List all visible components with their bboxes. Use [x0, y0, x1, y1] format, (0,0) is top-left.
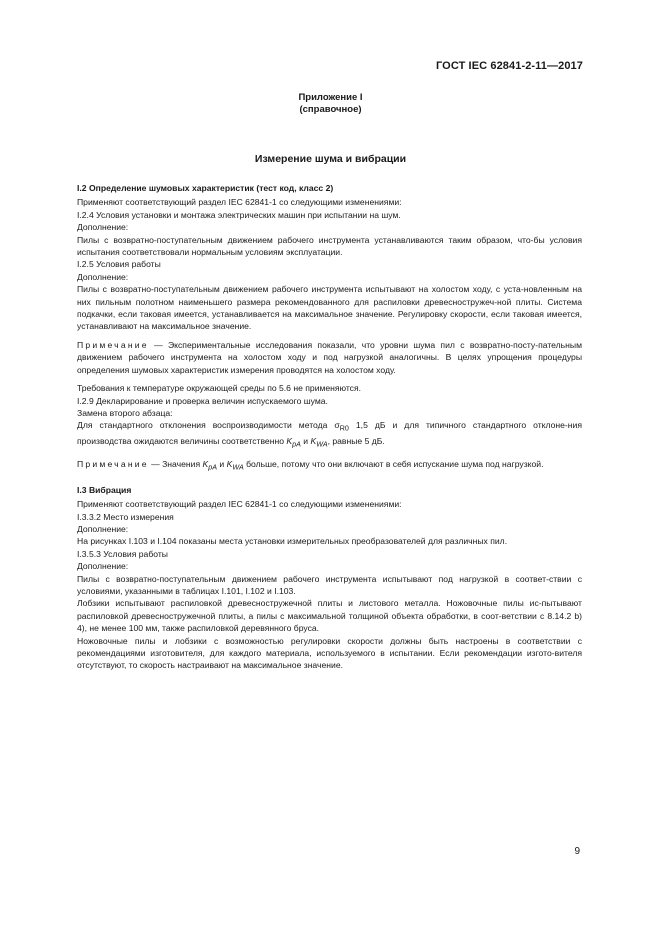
paragraph: Пилы с возвратно-поступательным движением рабочего инструмента испытывают на холостом ходу, с уста-новленным на них пильным полотном наименьшего размера рекомендованного для распиловки древесностружеч-ной плиты. Система подкачки, если таковая имеется, устанавливается на максимальное значение. Регулировку скорости, если таковая имеется, устанавливают на максимальное значение.	[77, 284, 582, 332]
paragraph: На рисунках I.103 и I.104 показаны места установки измерительных преобразователей для различных пил.	[77, 536, 508, 547]
annex-heading	[0, 92, 661, 116]
note-label: Примечание	[77, 458, 149, 469]
paragraph: Дополнение:	[77, 523, 129, 534]
section-heading-i2: I.2 Определение шумовых характеристик (тест код, класс 2)	[77, 183, 334, 193]
paragraph: Замена второго абзаца:	[77, 407, 173, 418]
paragraph: Дополнение:	[77, 222, 129, 233]
note-1: Примечание — Экспериментальные исследования показали, что уровни шума пил с возвратно-посту-пательным движением рабочего инструмента на холостом ходу и под нагрузкой аналогичны. В целях упрощения процедуры определения шумовых характеристик измерения проводятся на холостом ходу.	[77, 339, 582, 375]
note-label: Примечание	[77, 339, 149, 350]
document-code: ГОСТ IEC 62841-2-11—2017	[435, 60, 583, 72]
paragraph: Ножовочные пилы и лобзики с возможностью регулировки скорости должны быть настроены в соответствии с рекомендациями изготовителя, для каждого материала, используемого в испытании. Если рекомендации изгото-вителя отсутствуют, то скорость настраивают на максимальное значение.	[77, 635, 582, 671]
page-number: 9	[574, 846, 580, 857]
paragraph: I.3.3.2 Место измерения	[77, 511, 174, 522]
paragraph: Требования к температуре окружающей среды по 5.6 не применяются.	[77, 383, 362, 394]
paragraph: I.2.5 Условия работы	[77, 259, 161, 270]
paragraph: Дополнение:	[77, 561, 129, 572]
paragraph: Пилы с возвратно-поступательным движением рабочего инструмента испытывают под нагрузкой в соответ-ствии с условиями, указанными в таблицах I.101, I.102 и I.103.	[77, 573, 582, 596]
paragraph: Дополнение:	[77, 271, 129, 282]
annex-name: Приложение I	[298, 92, 363, 103]
note-2: Примечание — Значения $K_{pA}$ и $K_{WA}$ больше, потому что они включают в себя испускание шума под нагрузкой.	[77, 458, 544, 472]
paragraph: Применяют соответствующий раздел IEC 62841-1 со следующими изменениями:	[77, 197, 402, 208]
paragraph: Лобзики испытывают распиловкой древесностружечной плиты и листового металла. Ножовочные пилы ис-пытывают распиловкой древесностружечной плиты, а пилы с максимальной толщиной объекта обработки, в соот-ветствии с 8.14.2 b) 4), не менее 100 мм, также распиловкой деревянного бруса.	[77, 598, 582, 634]
annex-title: Измерение шума и вибрации	[254, 153, 407, 165]
paragraph: Пилы с возвратно-поступательным движением рабочего инструмента устанавливаются таким образом, что-бы условия испытания соответствовали нормальным условиям эксплуатации.	[77, 234, 582, 258]
annex-kind: (справочное)	[299, 104, 362, 115]
paragraph: I.2.4 Условия установки и монтажа электрических машин при испытании на шум.	[77, 209, 401, 220]
paragraph: Применяют соответствующий раздел IEC 62841-1 со следующими изменениями:	[77, 499, 402, 510]
paragraph-formula: Для стандартного отклонения воспроизводимости метода $\sigma_{R0}$ 1,5 дБ и для типичного стандартного отклоне-ния производства ожидаются величины соответственно $K_{pA}$ и $K_{WA}$, равные 5 дБ.	[77, 420, 582, 450]
paragraph: I.2.9 Декларирование и проверка величин испускаемого шума.	[77, 395, 328, 406]
section-heading-i3: I.3 Вибрация	[77, 484, 132, 495]
paragraph: I.3.5.3 Условия работы	[77, 548, 168, 559]
document-body	[77, 182, 582, 672]
